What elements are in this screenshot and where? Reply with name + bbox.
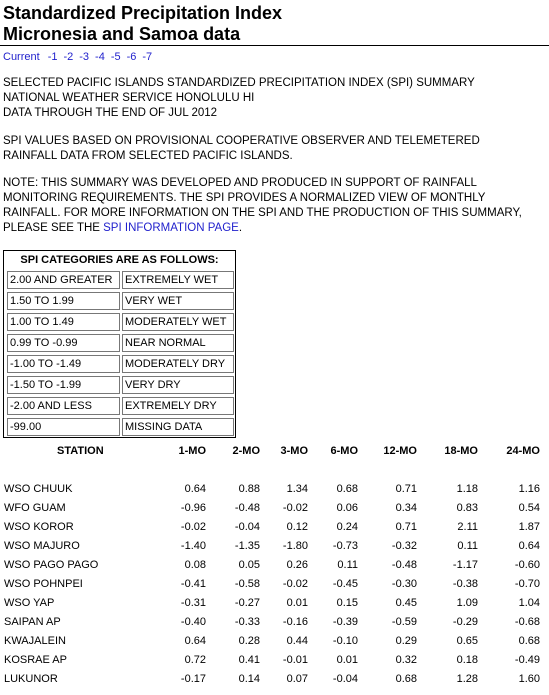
spi-value: -0.16 (282, 616, 308, 628)
spi-value: 0.54 (518, 502, 540, 514)
tab-current[interactable]: Current (3, 51, 40, 63)
spi-value: 0.64 (184, 483, 206, 495)
category-range: -1.50 TO -1.99 (7, 376, 120, 394)
categories-heading: SPI CATEGORIES ARE AS FOLLOWS: (20, 254, 219, 266)
station-name: WSO MAJURO (4, 540, 80, 552)
category-range: 1.50 TO 1.99 (7, 292, 120, 310)
station-name: WSO POHNPEI (4, 578, 83, 590)
spi-value: -0.68 (514, 616, 540, 628)
spi-value: -0.02 (282, 502, 308, 514)
period-tabs (3, 50, 158, 64)
category-range: -99.00 (7, 418, 120, 436)
spi-value: 1.16 (518, 483, 540, 495)
table-row (0, 652, 549, 668)
station-name: WSO YAP (4, 597, 55, 609)
category-label: VERY DRY (122, 376, 234, 394)
spi-value: -1.35 (234, 540, 260, 552)
spi-value: 0.05 (238, 559, 260, 571)
spi-value: -0.31 (180, 597, 206, 609)
tab-minus-1[interactable]: -1 (47, 51, 58, 63)
spi-value: 0.12 (286, 521, 308, 533)
spi-value: -1.80 (282, 540, 308, 552)
table-row (0, 595, 549, 611)
spi-value: 1.04 (518, 597, 540, 609)
spi-value: -0.27 (234, 597, 260, 609)
column-header-6-mo: 6-MO (330, 445, 358, 457)
spi-value: 0.15 (336, 597, 358, 609)
spi-value: -0.48 (234, 502, 260, 514)
tab-minus-5[interactable]: -5 (110, 51, 121, 63)
spi-value: -0.04 (332, 673, 358, 685)
note-end: . (238, 222, 243, 234)
spi-value: 0.41 (238, 654, 260, 666)
spi-value: 0.07 (286, 673, 308, 685)
spi-value: -0.70 (514, 578, 540, 590)
note-text (3, 176, 522, 236)
summary-header-text: SELECTED PACIFIC ISLANDS STANDARDIZED PRECIPITATION INDEX (SPI) SUMMARY NATIONAL WEATHER SERVICE HONOLULU HI DATA THROUGH THE END OF JUL 2012 (3, 77, 475, 119)
spi-value: -0.30 (391, 578, 417, 590)
table-row (0, 500, 549, 516)
column-header-3-mo: 3-MO (280, 445, 308, 457)
category-label: EXTREMELY DRY (122, 397, 234, 415)
station-name: KOSRAE AP (4, 654, 67, 666)
station-name: WSO CHUUK (4, 483, 73, 495)
spi-value: 0.45 (395, 597, 417, 609)
title-line-2: Micronesia and Samoa data (3, 24, 241, 44)
spi-value: -0.59 (391, 616, 417, 628)
column-header-1-mo: 1-MO (178, 445, 206, 457)
spi-value: -0.96 (180, 502, 206, 514)
data-source-text: SPI VALUES BASED ON PROVISIONAL COOPERATIVE OBSERVER AND TELEMETERED RAINFALL DATA FROM SELECTED PACIFIC ISLANDS. (3, 135, 480, 162)
spi-value: 1.34 (286, 483, 308, 495)
spi-value: -0.32 (391, 540, 417, 552)
spi-value: 0.29 (395, 635, 417, 647)
spi-value: 0.26 (286, 559, 308, 571)
spi-value: 0.01 (286, 597, 308, 609)
table-row (0, 538, 549, 554)
spi-value: -0.49 (514, 654, 540, 666)
spi-value: 0.24 (336, 521, 358, 533)
category-range: -1.00 TO -1.49 (7, 355, 120, 373)
spi-value: 0.32 (395, 654, 417, 666)
station-name: KWAJALEIN (4, 635, 66, 647)
spi-value: -0.38 (452, 578, 478, 590)
spi-value: -0.10 (332, 635, 358, 647)
table-row (0, 671, 549, 687)
table-row (0, 576, 549, 592)
category-label: MODERATELY DRY (122, 355, 234, 373)
spi-value: -0.04 (234, 521, 260, 533)
station-name: WSO KOROR (4, 521, 74, 533)
spi-value: 0.11 (457, 540, 478, 552)
spi-value: 0.34 (395, 502, 417, 514)
spi-value: -0.02 (180, 521, 206, 533)
spi-value: -0.33 (234, 616, 260, 628)
spi-value: -0.58 (234, 578, 260, 590)
spi-value: 0.11 (337, 559, 358, 571)
title-divider (0, 45, 549, 46)
spi-value: 0.83 (456, 502, 478, 514)
spi-value: 1.09 (456, 597, 478, 609)
category-range: -2.00 AND LESS (7, 397, 120, 415)
spi-value: 0.14 (238, 673, 260, 685)
category-range: 2.00 AND GREATER (7, 271, 120, 289)
spi-value: -0.60 (514, 559, 540, 571)
spi-value: -0.40 (180, 616, 206, 628)
spi-value: 0.08 (184, 559, 206, 571)
category-label: MISSING DATA (122, 418, 234, 436)
category-label: NEAR NORMAL (122, 334, 234, 352)
table-row (0, 481, 549, 497)
column-header-12-mo: 12-MO (383, 445, 417, 457)
spi-value: 1.18 (456, 483, 478, 495)
spi-value: 0.68 (395, 673, 417, 685)
category-label: MODERATELY WET (122, 313, 234, 331)
page-title (3, 3, 282, 45)
spi-value: -0.01 (282, 654, 308, 666)
station-name: WFO GUAM (4, 502, 66, 514)
station-name: LUKUNOR (4, 673, 58, 685)
station-name: SAIPAN AP (4, 616, 61, 628)
spi-value: 0.71 (395, 521, 417, 533)
category-label: EXTREMELY WET (122, 271, 234, 289)
tab-minus-6[interactable]: -6 (126, 51, 137, 63)
spi-value: 0.68 (336, 483, 358, 495)
spi-value: -0.29 (452, 616, 478, 628)
column-header-24-mo: 24-MO (506, 445, 540, 457)
spi-value: -0.73 (332, 540, 358, 552)
title-line-1: Standardized Precipitation Index (3, 3, 283, 23)
spi-value: -0.45 (332, 578, 358, 590)
spi-value: -1.17 (452, 559, 478, 571)
tab-minus-3[interactable]: -3 (79, 51, 90, 63)
spi-value: 0.71 (395, 483, 417, 495)
spi-value: 1.28 (456, 673, 478, 685)
spi-value: 0.64 (518, 540, 540, 552)
table-row (0, 519, 549, 535)
spi-value: 0.68 (518, 635, 540, 647)
table-row (0, 557, 549, 573)
spi-value: 0.44 (286, 635, 308, 647)
category-label: VERY WET (122, 292, 234, 310)
spi-value: 2.11 (457, 521, 478, 533)
spi-value: 0.88 (238, 483, 260, 495)
spi-value: -0.39 (332, 616, 358, 628)
tab-minus-2[interactable]: -2 (63, 51, 74, 63)
spi-value: -0.02 (282, 578, 308, 590)
spi-value: 0.64 (184, 635, 206, 647)
table-row (0, 614, 549, 630)
spi-value: 0.65 (456, 635, 478, 647)
tab-minus-7[interactable]: -7 (142, 51, 153, 63)
column-header-18-mo: 18-MO (444, 445, 478, 457)
category-range: 1.00 TO 1.49 (7, 313, 120, 331)
spi-categories-table (3, 250, 236, 438)
station-name: WSO PAGO PAGO (4, 559, 99, 571)
spi-value: 0.28 (238, 635, 260, 647)
column-header-2-mo: 2-MO (232, 445, 260, 457)
category-range: 0.99 TO -0.99 (7, 334, 120, 352)
tab-minus-4[interactable]: -4 (95, 51, 105, 63)
spi-value: 0.01 (336, 654, 358, 666)
spi-value: -0.17 (180, 673, 206, 685)
spi-information-link[interactable]: SPI INFORMATION PAGE (103, 222, 239, 234)
spi-value: 1.87 (518, 521, 540, 533)
spi-value: 1.60 (518, 673, 540, 685)
column-header-station: STATION (57, 445, 104, 457)
spi-value: 0.18 (456, 654, 478, 666)
spi-value: -0.48 (391, 559, 417, 571)
spi-value: 0.06 (336, 502, 358, 514)
spi-value: -1.40 (180, 540, 206, 552)
note-body: NOTE: THIS SUMMARY WAS DEVELOPED AND PRODUCED IN SUPPORT OF RAINFALL MONITORING REQUIREMENTS. THE SPI PROVIDES A NORMALIZED VIEW OF MONTHLY RAINFALL. FOR MORE INFORMATION ON THE SPI AND THE PRODUCTION OF THIS SUMMARY, PLEASE SEE THE (3, 177, 522, 234)
table-row (0, 633, 549, 649)
spi-value: -0.41 (180, 578, 206, 590)
spi-value: 0.72 (184, 654, 206, 666)
